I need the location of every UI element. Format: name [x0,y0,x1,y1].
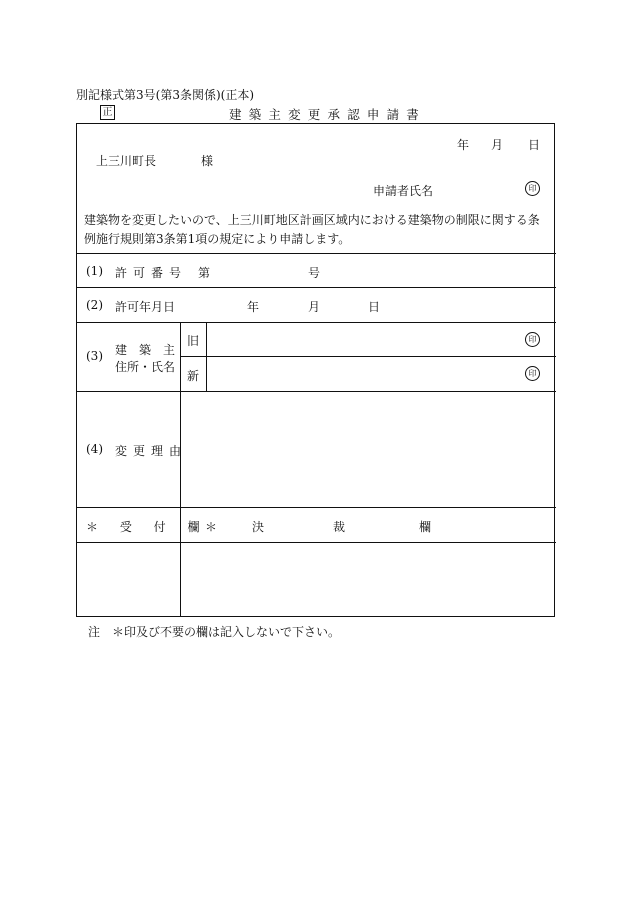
column-divider [206,322,207,391]
copy-mark-box: 正 [100,105,115,120]
footnote: 注 ＊印及び不要の欄は記入しないで下さい。 [88,625,341,639]
decision-char: 決 [252,520,265,534]
reception-column-label: ＊ 受 付 欄 [86,520,209,534]
new-owner-label: 新 [187,369,200,383]
old-owner-label: 旧 [187,334,200,348]
recipient-name: 上三川町長 [96,154,157,168]
permit-date-year: 年 [247,300,260,314]
decision-char: 裁 [333,520,346,534]
permit-date-month: 月 [308,300,321,314]
permit-number-label: 許可番号 [115,266,188,280]
applicant-name-label: 申請者氏名 [373,184,434,198]
column-divider [180,322,181,617]
date-month-label: 月 [491,138,504,152]
seal-mark: 印 [525,366,540,381]
row-divider [77,507,556,508]
change-reason-label: 変更理由 [115,444,188,458]
application-statement: 建築物を変更したいので、上三川町地区計画区域内における建築物の制限に関する条例施行規則第3条第1項の規定により申請します。 [84,213,540,246]
row-divider [77,253,556,254]
row-divider [180,356,556,357]
seal-mark: 印 [525,181,540,196]
row-divider [77,391,556,392]
row-number: (1) [86,264,103,278]
owner-label-line1: 建築主 [115,343,188,357]
row-divider [77,542,556,543]
seal-mark: 印 [525,332,540,347]
row-number: (2) [86,298,103,312]
date-day-label: 日 [528,138,541,152]
decision-char: 欄 [419,520,432,534]
row-divider [77,322,556,323]
row-number: (3) [86,349,103,363]
permit-number-suffix: 号 [308,266,321,280]
date-year-label: 年 [457,138,470,152]
decision-mark: ＊ [205,520,218,534]
owner-label-line2: 住所・氏名 [115,360,176,374]
permit-date-day: 日 [368,300,381,314]
honorific: 様 [201,154,214,168]
application-form [76,123,555,617]
form-reference: 別記様式第3号(第3条関係)(正本) [76,88,254,102]
permit-number-prefix: 第 [198,266,211,280]
row-number: (4) [86,442,103,456]
row-divider [77,287,556,288]
permit-date-label: 許可年月日 [115,300,176,314]
document-title: 建築主変更承認申請書 [229,107,427,122]
